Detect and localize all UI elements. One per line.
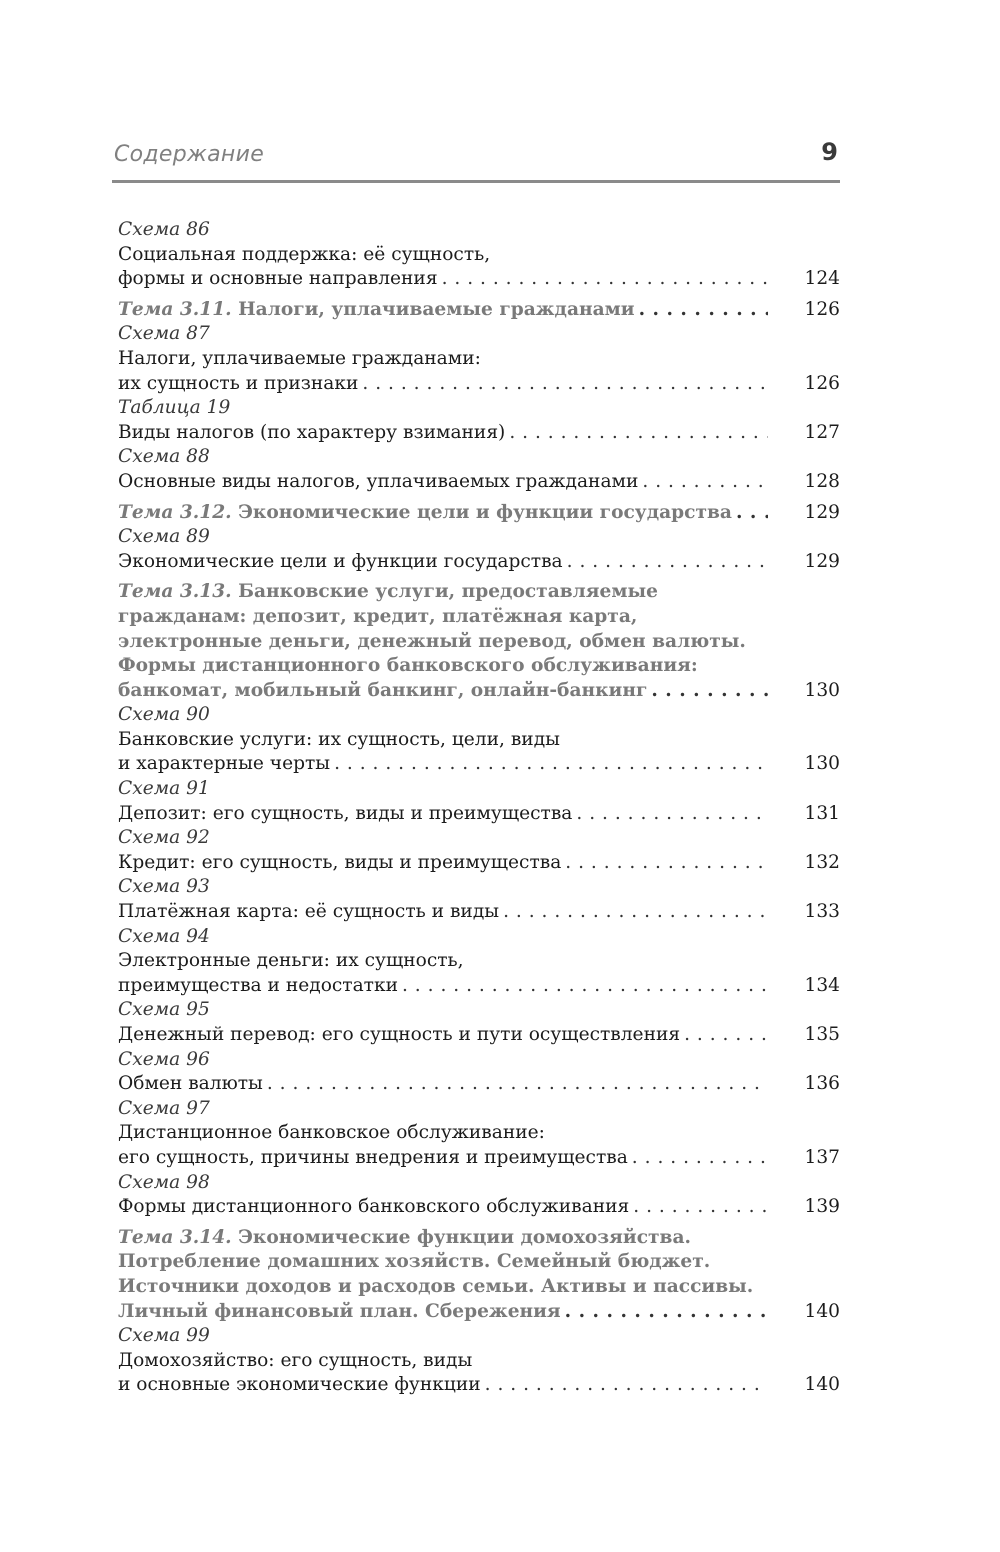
table-of-contents — [118, 218, 840, 1398]
entry-label: Схема 99 — [118, 1325, 210, 1347]
toc-item[interactable] — [118, 445, 840, 494]
dot-leader — [499, 900, 768, 925]
toc-topic[interactable] — [118, 1226, 840, 1324]
dot-leader — [330, 752, 768, 777]
toc-item[interactable] — [118, 396, 840, 445]
entry-last-line — [118, 1373, 840, 1398]
entry-last-line — [118, 470, 840, 495]
toc-item[interactable] — [118, 322, 840, 396]
page-reference: 130 — [804, 679, 840, 701]
entry-line: Социальная поддержка: её сущность, — [118, 243, 491, 265]
dot-leader — [481, 1373, 768, 1398]
entry-title: банкомат, мобильный банкинг, онлайн-банкинг — [118, 679, 648, 701]
page-reference: 126 — [804, 298, 840, 320]
page-reference: 134 — [804, 974, 840, 996]
page-reference: 128 — [804, 470, 840, 492]
page-reference: 131 — [804, 802, 840, 824]
entry-label: Схема 98 — [118, 1171, 210, 1193]
entry-label: Таблица 19 — [118, 397, 231, 419]
topic-label: Тема 3.12. — [118, 501, 239, 523]
entry-line: Потребление домашних хозяйств. Семейный бюджет. — [118, 1251, 711, 1273]
entry-title: преимущества и недостатки — [118, 974, 398, 996]
entry-line: Дистанционное банковское обслуживание: — [118, 1122, 545, 1144]
running-header — [112, 138, 840, 183]
entry-last-line — [118, 501, 840, 526]
toc-item[interactable] — [118, 525, 840, 574]
entry-last-line — [118, 974, 840, 999]
entry-line: Электронные деньги: их сущность, — [118, 950, 464, 972]
entry-line: Банковские услуги: их сущность, цели, виды — [118, 728, 560, 750]
dot-leader — [561, 851, 768, 876]
entry-title: и основные экономические функции — [118, 1374, 481, 1396]
page-reference: 140 — [804, 1374, 840, 1396]
page-reference: 129 — [804, 550, 840, 572]
entry-line: гражданам: депозит, кредит, платёжная карта, — [118, 605, 638, 627]
entry-label: Схема 96 — [118, 1048, 210, 1070]
dot-leader — [398, 974, 768, 999]
page-reference: 139 — [804, 1196, 840, 1218]
entry-title: Депозит: его сущность, виды и преимущества — [118, 802, 573, 824]
entry-last-line — [118, 851, 840, 876]
entry-line: Формы дистанционного банковского обслуживания: — [118, 655, 698, 677]
page-reference: 129 — [804, 501, 840, 523]
entry-last-line — [118, 1195, 840, 1220]
dot-leader — [732, 501, 768, 526]
entry-title: Тема 3.11. Налоги, уплачиваемые гражданами — [118, 298, 635, 320]
toc-topic[interactable] — [118, 298, 840, 323]
dot-leader — [628, 1146, 768, 1171]
dot-leader — [629, 1195, 768, 1220]
dot-leader — [438, 267, 768, 292]
page-reference: 137 — [804, 1146, 840, 1168]
entry-last-line — [118, 900, 840, 925]
entry-last-line — [118, 752, 840, 777]
entry-label: Схема 94 — [118, 925, 210, 947]
entry-title: Личный финансовый план. Сбережения — [118, 1300, 561, 1322]
entry-line: Домохозяйство: его сущность, виды — [118, 1349, 473, 1371]
entry-last-line — [118, 679, 840, 704]
entry-title: Основные виды налогов, уплачиваемых гражданами — [118, 470, 639, 492]
entry-label: Схема 89 — [118, 526, 210, 548]
entry-title: Формы дистанционного банковского обслуживания — [118, 1196, 630, 1218]
toc-item[interactable] — [118, 875, 840, 924]
page-reference: 130 — [804, 753, 840, 775]
entry-title: их сущность и признаки — [118, 372, 359, 394]
entry-title: Кредит: его сущность, виды и преимущества — [118, 851, 562, 873]
page-reference: 132 — [804, 851, 840, 873]
dot-leader — [647, 679, 768, 704]
entry-label: Схема 97 — [118, 1097, 210, 1119]
entry-last-line — [118, 550, 840, 575]
page-reference: 140 — [804, 1300, 840, 1322]
entry-last-line — [118, 267, 840, 292]
page-reference: 136 — [804, 1073, 840, 1095]
entry-title: Экономические цели и функции государства — [118, 550, 563, 572]
entry-label: Схема 90 — [118, 704, 210, 726]
entry-last-line — [118, 372, 840, 397]
dot-leader — [358, 372, 768, 397]
page-number: 9 — [821, 138, 838, 166]
page-reference: 124 — [804, 268, 840, 290]
dot-leader — [561, 1300, 768, 1325]
toc-item[interactable] — [118, 1097, 840, 1171]
running-title: Содержание — [114, 142, 265, 167]
entry-label: Схема 86 — [118, 219, 210, 240]
entry-title: Денежный перевод: его сущность и пути осуществления — [118, 1024, 681, 1045]
topic-label: Тема 3.11. — [118, 298, 239, 320]
dot-leader — [638, 470, 768, 495]
entry-title: Обмен валюты — [118, 1073, 263, 1095]
dot-leader — [635, 298, 768, 323]
entry-label: Схема 93 — [118, 876, 210, 898]
topic-label: Тема 3.13. — [118, 581, 239, 603]
dot-leader — [263, 1072, 768, 1097]
toc-item[interactable] — [118, 1324, 840, 1398]
entry-last-line — [118, 1146, 840, 1171]
entry-line: Тема 3.14. Экономические функции домохозяйства. — [118, 1226, 691, 1248]
page-reference: 135 — [804, 1024, 840, 1045]
topic-label: Тема 3.14. — [118, 1226, 239, 1248]
entry-title: формы и основные направления — [118, 268, 438, 290]
entry-last-line — [118, 298, 840, 323]
entry-label: Схема 91 — [118, 778, 210, 800]
entry-title: его сущность, причины внедрения и преимущества — [118, 1146, 628, 1168]
entry-label: Схема 92 — [118, 827, 210, 849]
toc-topic[interactable] — [118, 501, 840, 526]
entry-title: Платёжная карта: её сущность и виды — [118, 901, 500, 923]
dot-leader — [563, 550, 768, 575]
dot-leader — [680, 1023, 768, 1048]
entry-line: электронные деньги, денежный перевод, обмен валюты. — [118, 630, 746, 652]
entry-title: Тема 3.12. Экономические цели и функции государства — [118, 501, 732, 523]
toc-item[interactable] — [118, 218, 840, 292]
entry-last-line — [118, 1072, 840, 1097]
toc-item[interactable] — [118, 998, 840, 1047]
toc-item[interactable] — [118, 777, 840, 826]
entry-line: Налоги, уплачиваемые гражданами: — [118, 347, 481, 369]
entry-label: Схема 87 — [118, 323, 210, 345]
entry-line: Тема 3.13. Банковские услуги, предоставляемые — [118, 581, 658, 603]
entry-last-line — [118, 802, 840, 827]
toc-item[interactable] — [118, 703, 840, 777]
entry-label: Схема 88 — [118, 446, 210, 468]
toc-item[interactable] — [118, 1171, 840, 1220]
toc-item[interactable] — [118, 826, 840, 875]
toc-item[interactable] — [118, 925, 840, 999]
page-reference: 127 — [804, 421, 840, 443]
entry-last-line — [118, 421, 840, 446]
dot-leader — [572, 802, 768, 827]
toc-item[interactable] — [118, 1048, 840, 1097]
page-reference: 126 — [804, 372, 840, 394]
entry-title: Виды налогов (по характеру взимания) — [118, 421, 506, 443]
page-reference: 133 — [804, 901, 840, 923]
entry-line: Источники доходов и расходов семьи. Активы и пассивы. — [118, 1275, 754, 1297]
entry-last-line — [118, 1300, 840, 1325]
entry-label: Схема 95 — [118, 999, 210, 1021]
entry-last-line — [118, 1023, 840, 1048]
dot-leader — [505, 421, 768, 446]
toc-topic[interactable] — [118, 580, 840, 703]
entry-title: и характерные черты — [118, 753, 331, 775]
